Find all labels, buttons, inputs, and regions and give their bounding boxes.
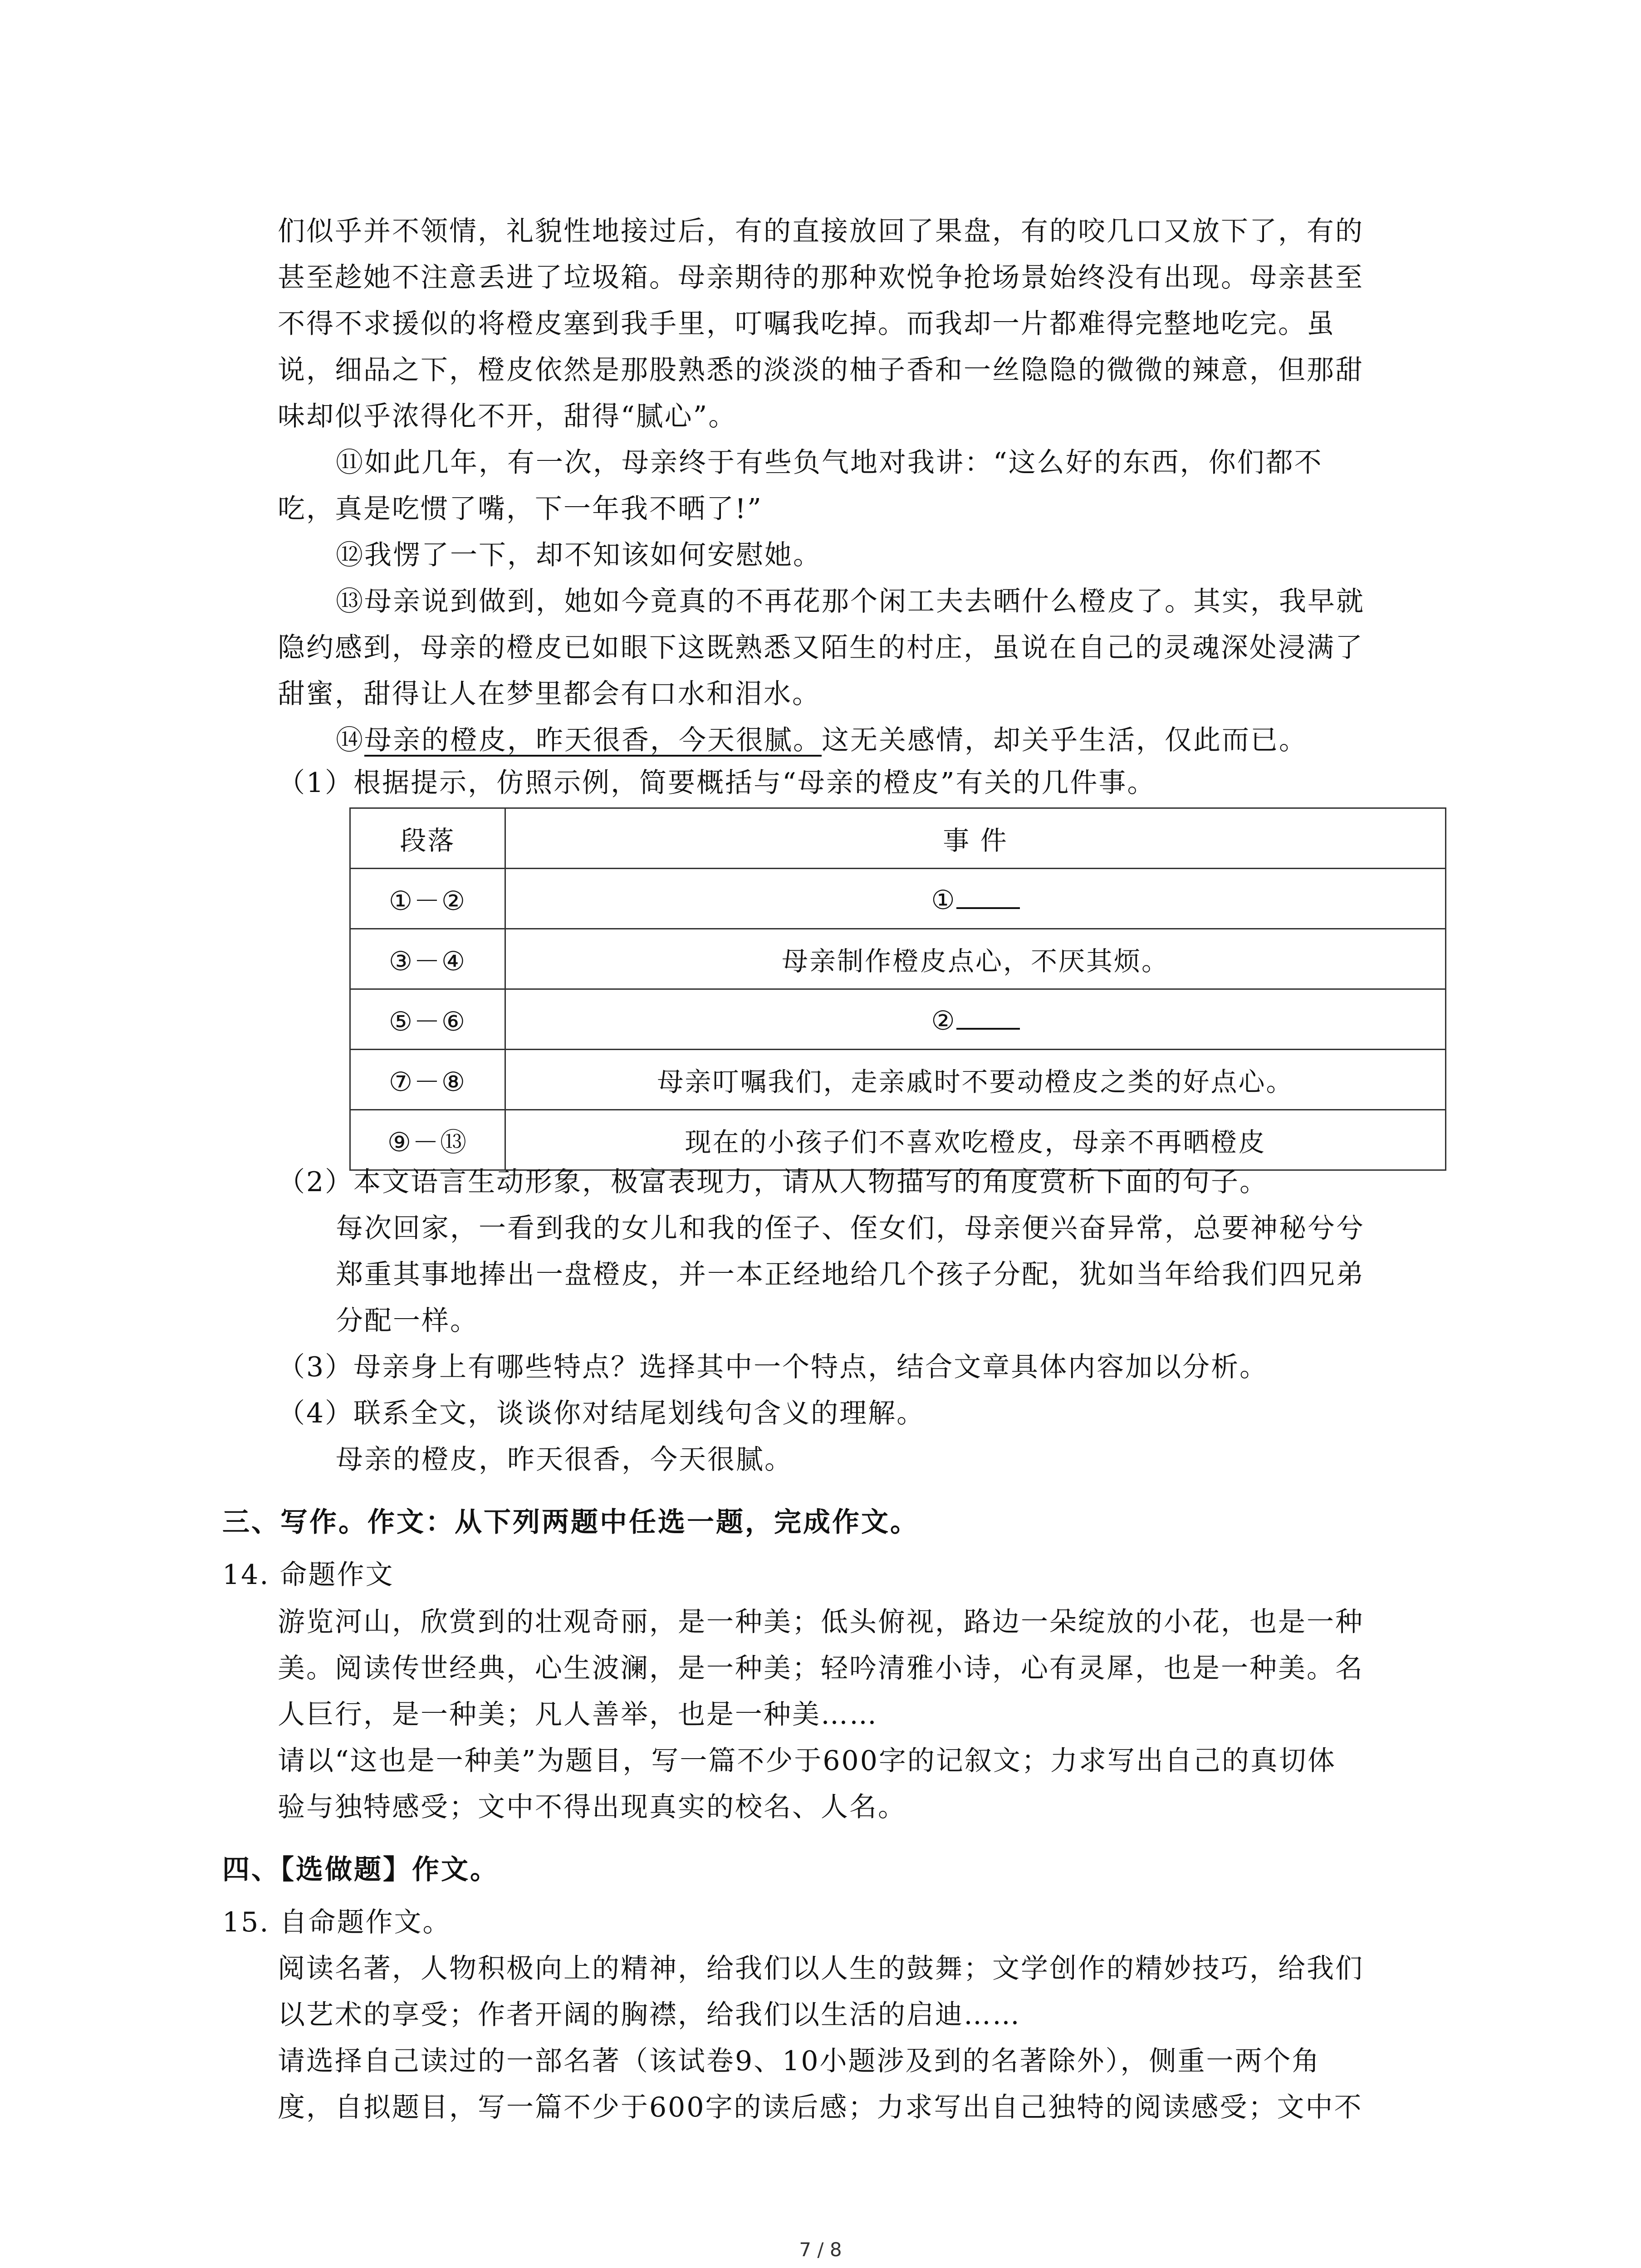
passage-line: ⑫我愣了一下，却不知该如何安慰她。 [336, 539, 822, 571]
passage-line: 吃，真是吃惯了嘴，下一年我不晒了!” [278, 493, 763, 525]
prompt-line: 请以“这也是一种美”为题目，写一篇不少于600字的记叙文；力求写出自己的真切体 [278, 1745, 1336, 1777]
passage-line: 甜蜜，甜得让人在梦里都会有口水和泪水。 [278, 678, 821, 710]
blank-number: ② [931, 1005, 956, 1036]
prompt-line: 验与独特感受；文中不得出现真实的校名、人名。 [278, 1791, 906, 1823]
question-2: （2）本文语言生动形象，极富表现力，请从人物描写的角度赏析下面的句子。 [278, 1166, 1269, 1198]
prompt-line: 度，自拟题目，写一篇不少于600字的读后感；力求写出自己独特的阅读感受；文中不 [278, 2092, 1363, 2123]
passage-line: 说，细品之下，橙皮依然是那股熟悉的淡淡的柚子香和一丝隐隐的微微的辣意，但那甜 [278, 354, 1364, 386]
question-4-quote: 母亲的橙皮，昨天很香，今天很腻。 [336, 1444, 793, 1476]
passage-line: 甚至趁她不注意丢进了垃圾箱。母亲期待的那种欢悦争抢场景始终没有出现。母亲甚至 [278, 262, 1364, 293]
passage-line: 不得不求援似的将橙皮塞到我手里，叮嘱我吃掉。而我却一片都难得完整地吃完。虽 [278, 308, 1335, 340]
question-2-quote-line: 分配一样。 [336, 1305, 479, 1337]
paragraph-text: 这无关感情，却关乎生活，仅此而已。 [822, 724, 1308, 756]
prompt-line: 请选择自己读过的一部名著（该试卷9、10小题涉及到的名著除外），侧重一两个角 [278, 2045, 1321, 2077]
prompt-line: 人巨行，是一种美；凡人善举，也是一种美…… [278, 1699, 878, 1730]
passage-line: 们似乎并不领情，礼貌性地接过后，有的直接放回了果盘，有的咬几口又放下了，有的 [278, 215, 1364, 247]
underlined-sentence: 母亲的橙皮，昨天很香，今天很腻。 [364, 724, 822, 756]
event-text: 现在的小孩子们不喜欢吃橙皮，母亲不再晒橙皮 [505, 1110, 1446, 1170]
passage-line: ⑪如此几年，有一次，母亲终于有些负气地对我讲：“这么好的东西，你们都不 [336, 447, 1323, 479]
passage-line: 味却似乎浓得化不开，甜得“腻心”。 [278, 401, 737, 432]
question-1: （1）根据提示，仿照示例，简要概括与“母亲的橙皮”有关的几件事。 [278, 767, 1156, 799]
question-3: （3）母亲身上有哪些特点？选择其中一个特点，结合文章具体内容加以分析。 [278, 1351, 1269, 1383]
paragraph-range: ③－④ [350, 929, 505, 989]
section-3-heading: 三、写作。作文：从下列两题中任选一题，完成作文。 [222, 1506, 919, 1538]
item-14-title: 14. 命题作文 [222, 1559, 394, 1591]
prompt-line: 阅读名著，人物积极向上的精神，给我们以人生的鼓舞；文学创作的精妙技巧，给我们 [278, 1953, 1364, 1984]
prompt-line: 游览河山，欣赏到的壮观奇丽，是一种美；低头俯视，路边一朵绽放的小花，也是一种 [278, 1606, 1364, 1638]
item-15-title: 15. 自命题作文。 [222, 1906, 451, 1938]
question-2-quote-line: 每次回家，一看到我的女儿和我的侄子、侄女们，母亲便兴奋异常，总要神秘兮兮 [336, 1212, 1365, 1244]
blank-number: ① [931, 885, 956, 915]
event-text: 母亲制作橙皮点心，不厌其烦。 [505, 929, 1446, 989]
paragraph-number: ⑭ [336, 724, 364, 756]
paragraph-range: ①－② [350, 869, 505, 929]
page-number: 7 / 8 [799, 2239, 842, 2261]
paragraph-range: ⑤－⑥ [350, 989, 505, 1050]
question-2-quote-line: 郑重其事地捧出一盘橙皮，并一本正经地给几个孩子分配，犹如当年给我们四兄弟 [336, 1259, 1365, 1290]
paragraph-range: ⑦－⑧ [350, 1050, 505, 1110]
paragraph-range: ⑨－⑬ [350, 1110, 505, 1170]
event-text: 母亲叮嘱我们，走亲戚时不要动橙皮之类的好点心。 [505, 1050, 1446, 1110]
prompt-line: 美。阅读传世经典，心生波澜，是一种美；轻吟清雅小诗，心有灵犀，也是一种美。名 [278, 1652, 1364, 1684]
question-4: （4）联系全文，谈谈你对结尾划线句含义的理解。 [278, 1398, 926, 1429]
passage-line: ⑬母亲说到做到，她如今竟真的不再花那个闲工夫去晒什么橙皮了。其实，我早就 [336, 586, 1365, 617]
passage-line: 隐约感到，母亲的橙皮已如眼下这既熟悉又陌生的村庄，虽说在自己的灵魂深处浸满了 [278, 632, 1364, 664]
header-paragraph: 段落 [350, 808, 505, 869]
section-4-heading: 四、【选做题】作文。 [222, 1854, 499, 1886]
header-event: 事 件 [505, 808, 1446, 869]
prompt-line: 以艺术的享受；作者开阔的胸襟，给我们以生活的启迪…… [278, 1999, 1021, 2031]
